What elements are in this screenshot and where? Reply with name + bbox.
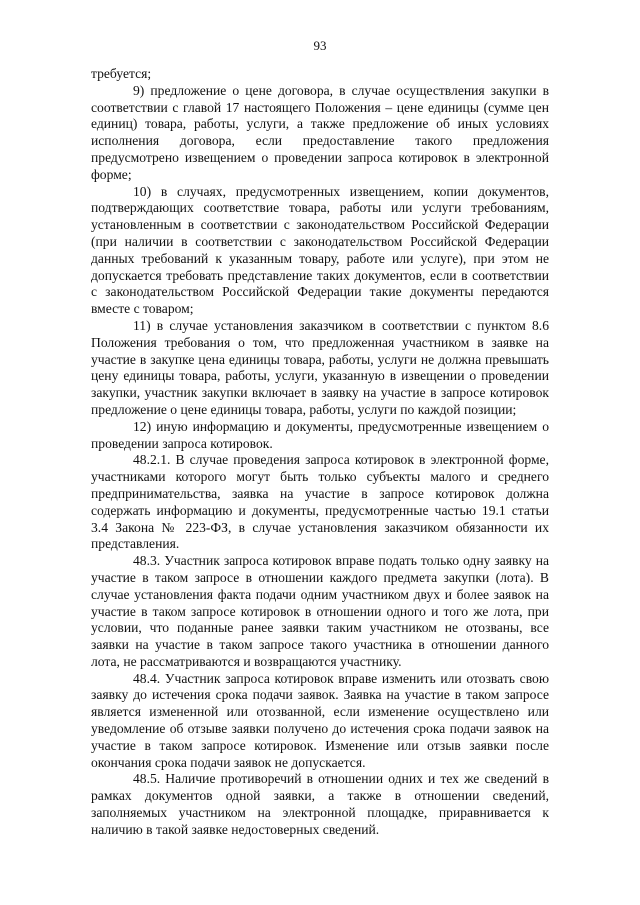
- paragraph-item-12: 12) иную информацию и документы, предусмотренные извещением о проведении запроса котировок.: [91, 418, 549, 451]
- paragraph-section-48-2-1: 48.2.1. В случае проведения запроса котировок в электронной форме, участниками которого могут быть только субъекты малого и среднего предпринимательства, заявка на участие в запросе котировок должна содержать информацию и документы, предусмотренные частью 19.1 статьи 3.4 Закона № 223-ФЗ, в случае установления заказчиком обязанности их представления.: [91, 452, 549, 552]
- paragraph-section-48-3: 48.3. Участник запроса котировок вправе подать только одну заявку на участие в таком запросе в отношении каждого предмета закупки (лота). В случае установления факта подачи одним участником двух и более заявок на участие в таком запросе котировок в отношении одного и того же лота, при условии, что поданные ранее заявки таким участником не отозваны, все заявки на участие в таком запросе такого участника в отношении данного лота, не рассматриваются и возвращаются участнику.: [91, 553, 549, 669]
- document-body: [91, 66, 549, 839]
- paragraph-item-11: 11) в случае установления заказчиком в соответствии с пунктом 8.6 Положения требования о том, что предложенная участником в заявке на участие в закупке цена единицы товара, работы, услуги не должна превышать цену единицы товара, работы, услуги, указанную в извещении о проведении закупки, участник закупки включает в заявку на участие в запросе котировок предложение о цене единицы товара, работы, услуги по каждой позиции;: [91, 317, 549, 417]
- paragraph-section-48-4: 48.4. Участник запроса котировок вправе изменить или отозвать свою заявку до истечения срока подачи заявок. Заявка на участие в таком запросе является измененной или отозванной, если изменение осуществлено или уведомление об отзыве заявки получено до истечения срока подачи заявок на участие в таком запросе котировок. Изменение или отзыв заявки после окончания срока подачи заявок не допускается.: [91, 670, 549, 770]
- paragraph-item-9: 9) предложение о цене договора, в случае осуществления закупки в соответствии с главой 17 настоящего Положения – цене единицы (сумме цен единиц) товара, работы, услуги, а также предложение об иных условиях исполнения договора, если предоставление такого предложения предусмотрено извещением о проведении запроса котировок в электронной форме;: [91, 82, 549, 182]
- paragraph-section-48-5: 48.5. Наличие противоречий в отношении одних и тех же сведений в рамках документов одной заявки, а также в отношении сведений, заполняемых участником на электронной площадке, приравнивается к наличию в такой заявке недостоверных сведений.: [91, 771, 549, 837]
- paragraph-item-10: 10) в случаях, предусмотренных извещением, копии документов, подтверждающих соответствие товара, работы или услуги требованиям, установленным в соответствии с законодательством Российской Федерации (при наличии в соответствии с законодательством Российской Федерации данных требований к указанным товару, работе или услуге), при этом не допускается требовать представление таких документов, если в соответствии с законодательством Российской Федерации такие документы передаются вместе с товаром;: [91, 183, 549, 317]
- page-number: 93: [313, 38, 327, 53]
- paragraph-continuation: требуется;: [91, 66, 152, 81]
